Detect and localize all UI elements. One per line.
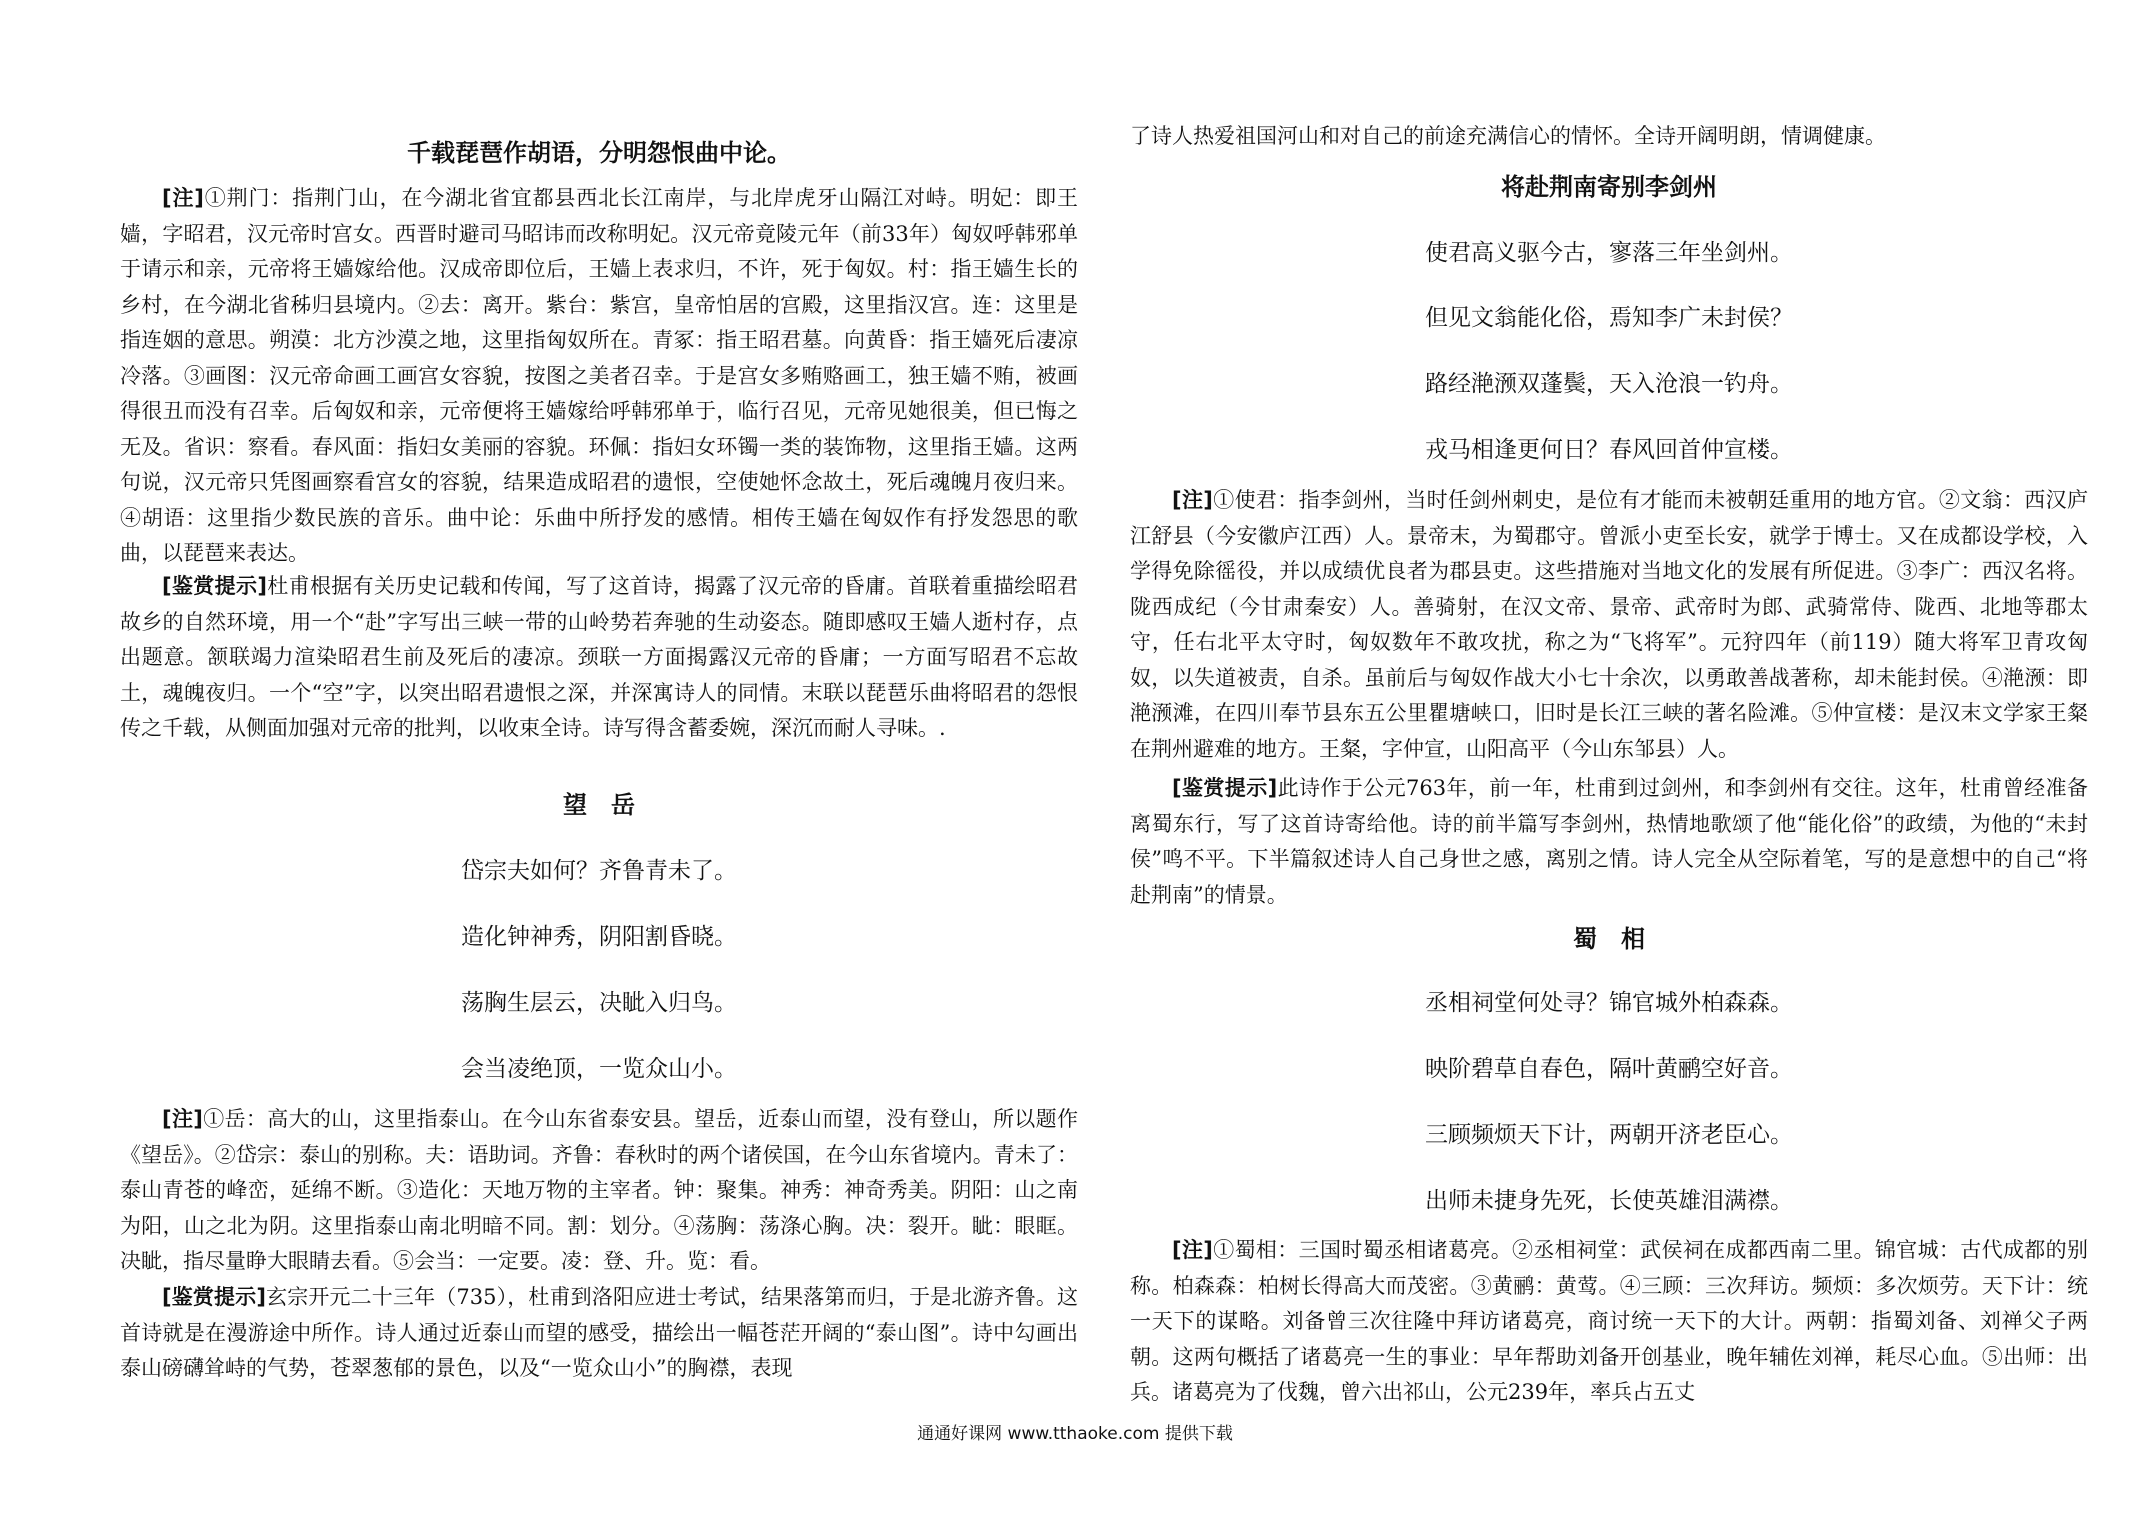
appreciation-label: [鉴赏提示] [162,574,267,598]
note-text: ①蜀相：三国时蜀丞相诸葛亮。②丞相祠堂：武侯祠在成都西南二里。锦官城：古代成都的别称。柏森森：柏树长得高大而茂密。③黄鹂：黄莺。④三顾：三次拜访。频烦：多次烦劳。天下计：统一天下的谋略。刘备曾三次往隆中拜访诸葛亮，商讨统一天下的大计。两朝：指蜀刘备、刘禅父子两朝。这两句概括了诸葛亮一生的事业：早年帮助刘备开创基业，晚年辅佐刘禅，耗尽心血。⑤出师：出兵。诸葛亮为了伐魏，曾六出祁山，公元239年，率兵占五丈 [1130,1238,2088,1404]
appreciation-paragraph [120,1280,1078,1387]
appreciation-paragraph [1130,771,2088,913]
note-text: ①岳：高大的山，这里指泰山。在今山东省泰安县。望岳，近泰山而望，没有登山，所以题作《望岳》。②岱宗：泰山的别称。夫：语助词。齐鲁：春秋时的两个诸侯国，在今山东省境内。青未了：泰山青苍的峰峦，延绵不断。③造化：天地万物的主宰者。钟：聚集。神秀：神奇秀美。阴阳：山之南为阳，山之北为阴。这里指泰山南北明暗不同。割：划分。④荡胸：荡涤心胸。决：裂开。眦：眼眶。决眦，指尽量睁大眼睛去看。⑤会当：一定要。凌：登、升。览：看。 [120,1107,1078,1273]
verse-line: 出师未捷身先死，长使英雄泪满襟。 [1425,1188,1793,1214]
verse-line: 岱宗夫如何？齐鲁青未了。 [461,858,737,884]
verse-line: 使君高义驱今古，寥落三年坐剑州。 [1425,240,1793,266]
note-paragraph [120,181,1078,572]
verse-line: 但见文翁能化俗，焉知李广未封侯？ [1425,305,1793,331]
verse-line: 千载琵琶作胡语，分明怨恨曲中论。 [407,139,791,167]
note-label: [注] [162,1107,203,1131]
note-paragraph [1130,1233,2088,1411]
poem-title: 望 岳 [563,791,635,819]
appreciation-paragraph [120,569,1078,747]
verse-line: 会当凌绝顶，一览众山小。 [461,1056,737,1082]
appreciation-text: 杜甫根据有关历史记载和传闻，写了这首诗，揭露了汉元帝的昏庸。首联着重描绘昭君故乡的自然环境，用一个“赴”字写出三峡一带的山岭势若奔驰的生动姿态。随即感叹王嫱人逝村存，点出题意。颔联竭力渲染昭君生前及死后的凄凉。颈联一方面揭露汉元帝的昏庸；一方面写昭君不忘故土，魂魄夜归。一个“空”字，以突出昭君遗恨之深，并深寓诗人的同情。末联以琵琶乐曲将昭君的怨恨传之千载，从侧面加强对元帝的批判，以收束全诗。诗写得含蓄委婉，深沉而耐人寻味。. [120,574,1078,740]
verse-line: 荡胸生层云，决眦入归鸟。 [461,990,737,1016]
verse-line: 路经滟滪双蓬鬓，天入沧浪一钓舟。 [1425,371,1793,397]
appreciation-label: [鉴赏提示] [162,1285,266,1309]
note-text: ①使君：指李剑州，当时任剑州刺史，是位有才能而未被朝廷重用的地方官。②文翁：西汉庐江舒县（今安徽庐江西）人。景帝末，为蜀郡守。曾派小吏至长安，就学于博士。又在成都设学校，入学得免除徭役，并以成绩优良者为郡县吏。这些措施对当地文化的发展有所促进。③李广：西汉名将。陇西成纪（今甘肃秦安）人。善骑射，在汉文帝、景帝、武帝时为郎、武骑常侍、陇西、北地等郡太守，任右北平太守时，匈奴数年不敢攻扰，称之为“飞将军”。元狩四年（前119）随大将军卫青攻匈奴，以失道被责，自杀。虽前后与匈奴作战大小七十余次，以勇敢善战著称，却未能封侯。④滟滪：即滟滪滩，在四川奉节县东五公里瞿塘峡口，旧时是长江三峡的著名险滩。⑤仲宣楼：是汉末文学家王粲在荆州避难的地方。王粲，字仲宣，山阳高平（今山东邹县）人。 [1130,488,2088,761]
verse-line: 戎马相逢更何日？春风回首仲宣楼。 [1425,437,1793,463]
continuation-paragraph: 了诗人热爱祖国河山和对自己的前途充满信心的情怀。全诗开阔明朗，情调健康。 [1130,124,1886,148]
note-label: [注] [162,186,204,210]
verse-line: 三顾频烦天下计，两朝开济老臣心。 [1425,1122,1793,1148]
note-label: [注] [1172,1238,1213,1262]
appreciation-text: 此诗作于公元763年，前一年，杜甫到过剑州，和李剑州有交往。这年，杜甫曾经准备离蜀东行，写了这首诗寄给他。诗的前半篇写李剑州，热情地歌颂了他“能化俗”的政绩，为他的“未封侯”鸣不平。下半篇叙述诗人自己身世之感，离别之情。诗人完全从空际着笔，写的是意想中的自己“将赴荆南”的情景。 [1130,776,2088,907]
note-label: [注] [1172,488,1213,512]
verse-line: 丞相祠堂何处寻？锦官城外柏森森。 [1425,990,1793,1016]
appreciation-label: [鉴赏提示] [1172,776,1278,800]
note-paragraph [120,1102,1078,1280]
note-paragraph [1130,483,2088,767]
verse-line: 造化钟神秀，阴阳割昏晓。 [461,924,737,950]
poem-title: 蜀 相 [1573,925,1645,953]
page-footer: 通通好课网 www.tthaoke.com 提供下载 [917,1424,1233,1444]
note-text: ①荆门：指荆门山，在今湖北省宜都县西北长江南岸，与北岸虎牙山隔江对峙。明妃：即王嫱，字昭君，汉元帝时宫女。西晋时避司马昭讳而改称明妃。汉元帝竟陵元年（前33年）匈奴呼韩邪单于请示和亲，元帝将王嫱嫁给他。汉成帝即位后，王嫱上表求归，不许，死于匈奴。村：指王嫱生长的乡村，在今湖北省秭归县境内。②去：离开。紫台：紫宫，皇帝怕居的宫殿，这里指汉宫。连：这里是指连姻的意思。朔漠：北方沙漠之地，这里指匈奴所在。青冢：指王昭君墓。向黄昏：指王嫱死后凄凉冷落。③画图：汉元帝命画工画宫女容貌，按图之美者召幸。于是宫女多贿赂画工，独王嫱不贿，被画得很丑而没有召幸。后匈奴和亲，元帝便将王嫱嫁给呼韩邪单于，临行召见，元帝见她很美，但已悔之无及。省识：察看。春风面：指妇女美丽的容貌。环佩：指妇女环镯一类的装饰物，这里指王嫱。这两句说，汉元帝只凭图画察看宫女的容貌，结果造成昭君的遗恨，空使她怀念故土，死后魂魄月夜归来。④胡语：这里指少数民族的音乐。曲中论：乐曲中所抒发的感情。相传王嫱在匈奴作有抒发怨思的歌曲，以琵琶来表达。 [120,186,1078,565]
poem-title: 将赴荆南寄别李剑州 [1501,173,1717,201]
appreciation-text: 玄宗开元二十三年（735），杜甫到洛阳应进士考试，结果落第而归，于是北游齐鲁。这首诗就是在漫游途中所作。诗人通过近泰山而望的感受，描绘出一幅苍茫开阔的“泰山图”。诗中勾画出泰山磅礴耸峙的气势，苍翠葱郁的景色，以及“一览众山小”的胸襟，表现 [120,1285,1078,1380]
verse-line: 映阶碧草自春色，隔叶黄鹂空好音。 [1425,1056,1793,1082]
